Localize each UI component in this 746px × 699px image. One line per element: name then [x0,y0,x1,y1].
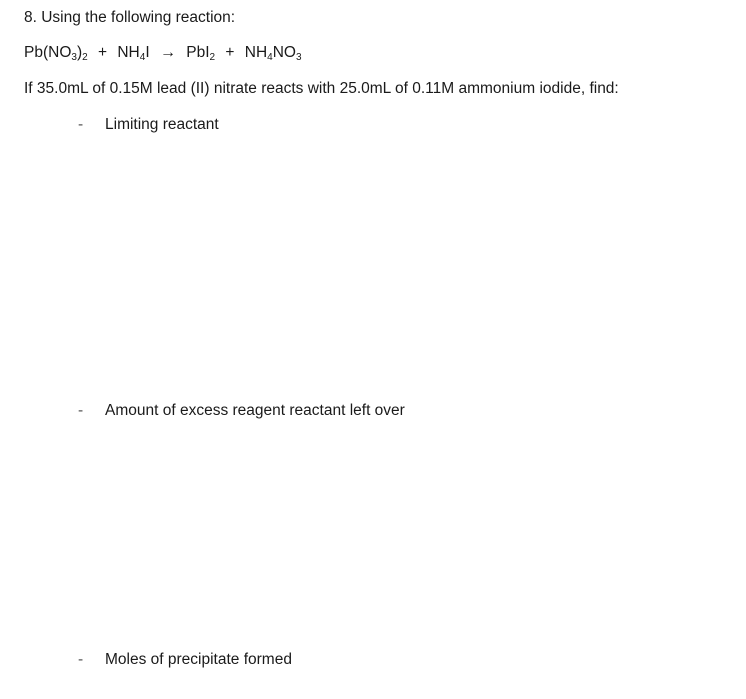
item-label-limiting-reactant: Limiting reactant [105,116,219,133]
item-label-excess-reagent: Amount of excess reagent reactant left over [105,402,405,419]
question-prompt: If 35.0mL of 0.15M lead (II) nitrate reacts with 25.0mL of 0.11M ammonium iodide, find: [24,80,619,97]
question-heading: 8. Using the following reaction: [24,9,236,26]
list-item [78,116,219,134]
reactant-ammonium-iodide: $NH_4I$ [117,44,150,63]
bullet-dash: - [78,651,84,668]
list-item [78,651,292,669]
product-lead-iodide: PbI$_2$ [186,44,216,63]
plus-sign: + [97,44,108,61]
bullet-dash: - [78,402,84,419]
item-label-moles-precipitate: Moles of precipitate formed [105,651,292,668]
chemical-equation [24,44,302,62]
product-ammonium-nitrate: $NH_4NO_3$ [244,44,302,63]
reaction-arrow-icon: → [159,44,176,61]
reactant-lead-nitrate: $Pb(NO_3)_2$ [24,44,88,63]
bullet-dash: - [78,116,84,133]
plus-sign: + [225,44,235,61]
list-item [78,402,405,420]
